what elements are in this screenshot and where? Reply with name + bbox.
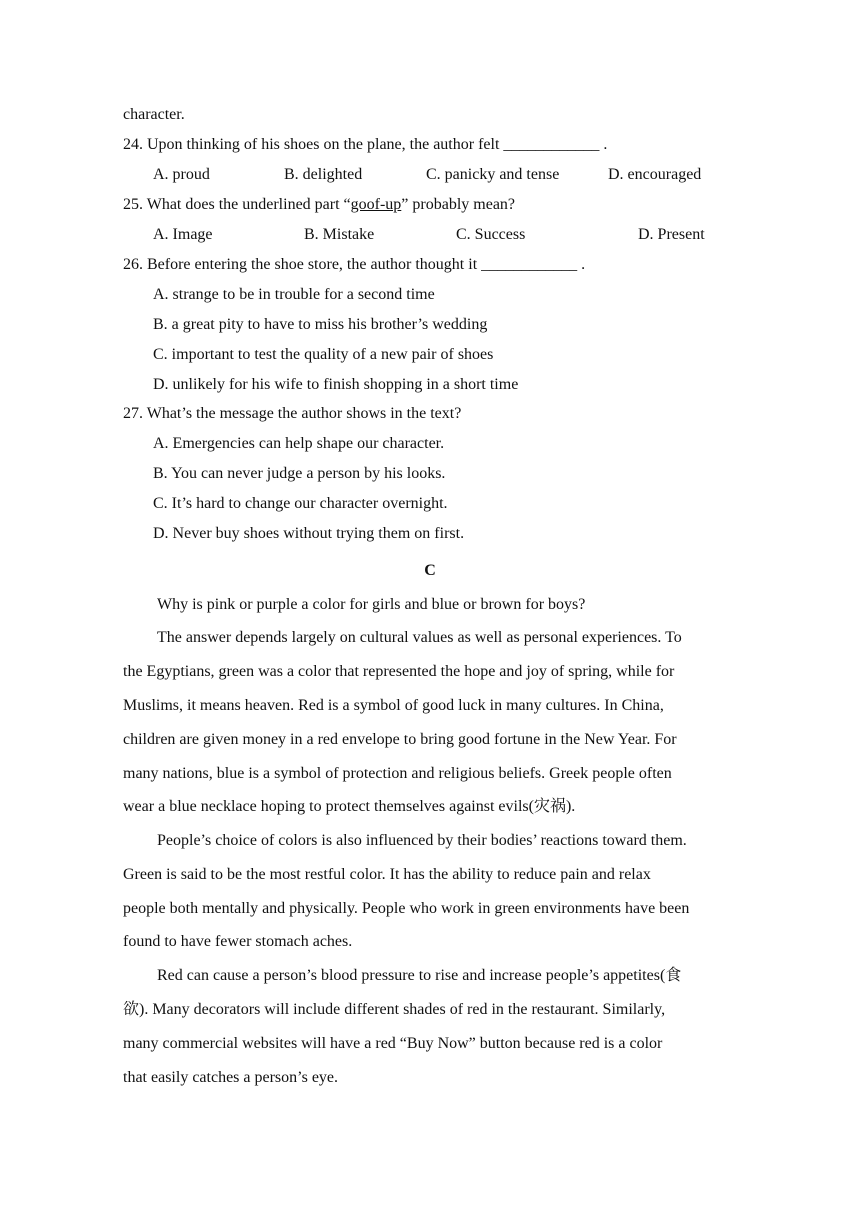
passage-line: Muslims, it means heaven. Red is a symbol of good luck in many cultures. In China, (123, 697, 664, 714)
question-25 (123, 195, 515, 215)
passage-line: Green is said to be the most restful color. It has the ability to reduce pain and relax (123, 866, 651, 883)
question-stem: Before entering the shoe store, the author thought it ____________ . (147, 256, 586, 273)
question-24 (123, 135, 607, 155)
passage-line: found to have fewer stomach aches. (123, 933, 353, 950)
option-25-d: D. Present (638, 226, 705, 243)
passage-b-tail: character. (123, 106, 185, 123)
question-number: 25. (123, 196, 143, 213)
option-25-b: B. Mistake (304, 226, 375, 243)
option-25-c: C. Success (456, 226, 526, 243)
passage-line: many commercial websites will have a red “Buy Now” button because red is a color (123, 1035, 663, 1052)
option-27-a: A. Emergencies can help shape our character. (153, 435, 445, 452)
option-27-d: D. Never buy shoes without trying them on first. (153, 525, 465, 542)
option-24-a: A. proud (153, 166, 210, 183)
passage-line: Red can cause a person’s blood pressure to rise and increase people’s appetites(食 (157, 967, 682, 984)
question-number: 26. (123, 256, 143, 273)
underlined-phrase: goof-up (350, 196, 402, 213)
passage-line: many nations, blue is a symbol of protection and religious beliefs. Greek people often (123, 765, 672, 782)
passage-line: people both mentally and physically. People who work in green environments have been (123, 900, 690, 917)
option-27-b: B. You can never judge a person by his looks. (153, 465, 446, 482)
question-stem: What’s the message the author shows in the text? (146, 405, 462, 422)
option-27-c: C. It’s hard to change our character overnight. (153, 495, 448, 512)
passage-line: People’s choice of colors is also influenced by their bodies’ reactions toward them. (157, 832, 687, 849)
option-24-b: B. delighted (284, 166, 363, 183)
option-25-a: A. Image (153, 226, 213, 243)
passage-line: the Egyptians, green was a color that represented the hope and joy of spring, while for (123, 663, 675, 680)
section-c-title: C (424, 562, 436, 579)
option-26-a: A. strange to be in trouble for a second time (153, 286, 435, 303)
option-26-c: C. important to test the quality of a new pair of shoes (153, 346, 494, 363)
passage-line: wear a blue necklace hoping to protect themselves against evils(灾祸). (123, 798, 576, 815)
question-number: 27. (123, 405, 143, 422)
passage-line: Why is pink or purple a color for girls and blue or brown for boys? (157, 596, 586, 613)
question-stem: Upon thinking of his shoes on the plane, the author felt ____________ . (147, 136, 608, 153)
question-number: 24. (123, 136, 143, 153)
option-24-d: D. encouraged (608, 166, 702, 183)
passage-line: children are given money in a red envelope to bring good fortune in the New Year. For (123, 731, 677, 748)
question-26 (123, 255, 585, 275)
question-stem-before: What does the underlined part “ (146, 196, 351, 213)
passage-line: 欲). Many decorators will include different shades of red in the restaurant. Similarly, (123, 1001, 666, 1018)
option-26-d: D. unlikely for his wife to finish shopping in a short time (153, 376, 519, 393)
question-stem-after: ” probably mean? (401, 196, 516, 213)
passage-line: that easily catches a person’s eye. (123, 1069, 339, 1086)
option-26-b: B. a great pity to have to miss his brother’s wedding (153, 316, 488, 333)
option-24-c: C. panicky and tense (426, 166, 560, 183)
question-27 (123, 404, 461, 424)
passage-line: The answer depends largely on cultural values as well as personal experiences. To (157, 629, 682, 646)
